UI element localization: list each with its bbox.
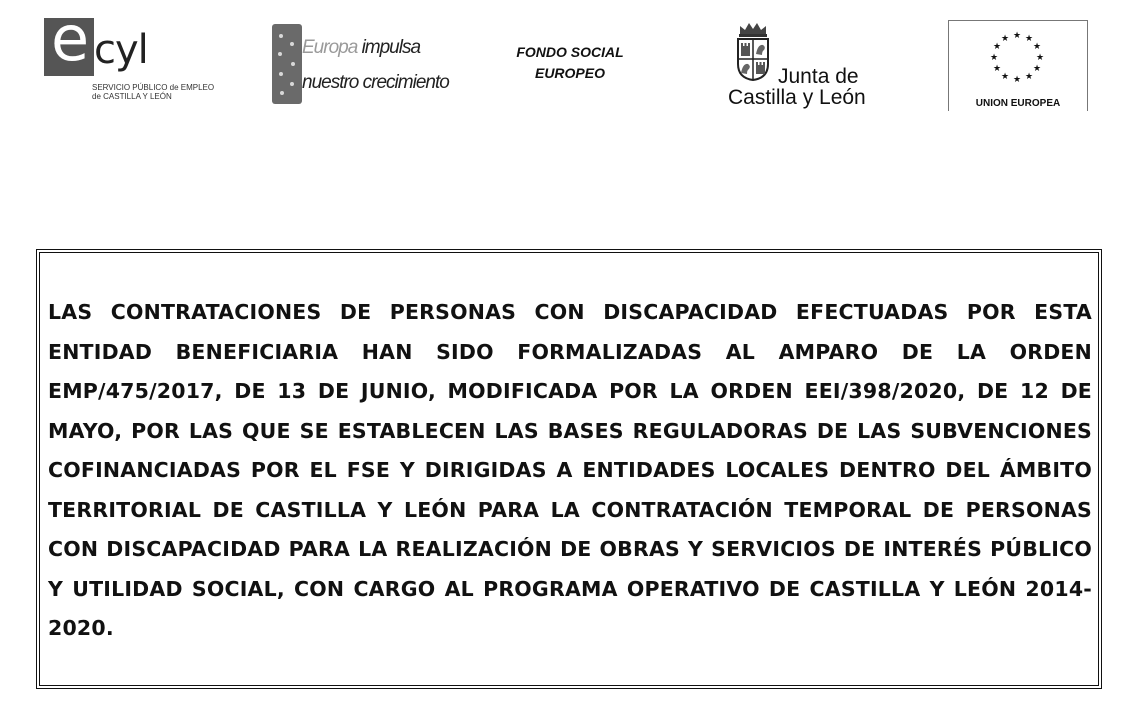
junta-castilla-leon-logo (726, 20, 866, 112)
svg-text:★: ★ (1032, 64, 1042, 74)
svg-text:★: ★ (1032, 42, 1042, 52)
europa-logo-word-impulsa: impulsa (361, 37, 421, 58)
ecyl-logo-letter: e (51, 2, 90, 75)
europa-logo-line2: nuestro crecimiento (302, 72, 449, 93)
junta-logo-line2: Castilla y León (728, 86, 866, 109)
europa-logo-line1 (302, 38, 420, 57)
fse-line1: FONDO SOCIAL (516, 44, 624, 60)
notice-text: LAS CONTRATACIONES DE PERSONAS CON DISCAPACIDAD EFECTUADAS POR ESTA ENTIDAD BENEFICIARIA HAN SIDO FORMALIZADAS AL AMPARO DE LA ORDEN EMP/475/2017, DE 13 DE JUNIO, MODIFICADA POR LA ORDEN EEI/398/2020, DE 12 DE MAYO, POR LAS QUE SE ESTABLECEN LAS BASES REGULADORAS DE LAS SUBVENCIONES COFINANCIADAS POR EL FSE Y DIRIGIDAS A ENTIDADES LOCALES DENTRO DEL ÁMBITO TERRITORIAL DE CASTILLA Y LEÓN PARA LA CONTRATACIÓN TEMPORAL DE PERSONAS CON DISCAPACIDAD PARA LA REALIZACIÓN DE OBRAS Y SERVICIOS DE INTERÉS PÚBLICO Y UTILIDAD SOCIAL, CON CARGO AL PROGRAMA OPERATIVO DE CASTILLA Y LEÓN 2014-2020. (48, 300, 1092, 640)
svg-text:★: ★ (992, 42, 1002, 52)
coat-of-arms-icon (736, 20, 770, 82)
union-europea-label: UNION EUROPEA (975, 98, 1061, 109)
europa-logo-word-europa: Europa (302, 37, 358, 58)
ecyl-logo-mark (44, 2, 94, 76)
ecyl-subtitle-line1: SERVICIO PÚBLICO de EMPLEO (92, 83, 215, 92)
europa-flag-icon (272, 24, 302, 104)
fondo-social-europeo-caption (500, 42, 640, 84)
svg-text:★: ★ (989, 53, 999, 63)
svg-text:★: ★ (1000, 34, 1010, 44)
union-europea-logo (948, 20, 1088, 111)
svg-text:★: ★ (1012, 75, 1022, 85)
ecyl-logo (44, 2, 215, 108)
fse-line2: EUROPEO (534, 65, 605, 81)
junta-logo-line1: Junta de (778, 65, 859, 88)
svg-text:★: ★ (1000, 72, 1010, 82)
svg-text:★: ★ (1035, 53, 1045, 63)
ecyl-logo-wordmark: cyl (94, 27, 148, 73)
eu-stars-icon (979, 27, 1055, 91)
ecyl-subtitle-line2: de CASTILLA Y LEÓN (92, 92, 172, 101)
notice-box (36, 249, 1102, 689)
svg-text:★: ★ (1024, 34, 1034, 44)
svg-text:★: ★ (1012, 31, 1022, 41)
svg-text:★: ★ (1024, 72, 1034, 82)
europa-impulsa-logo (272, 24, 449, 106)
svg-text:★: ★ (992, 64, 1002, 74)
